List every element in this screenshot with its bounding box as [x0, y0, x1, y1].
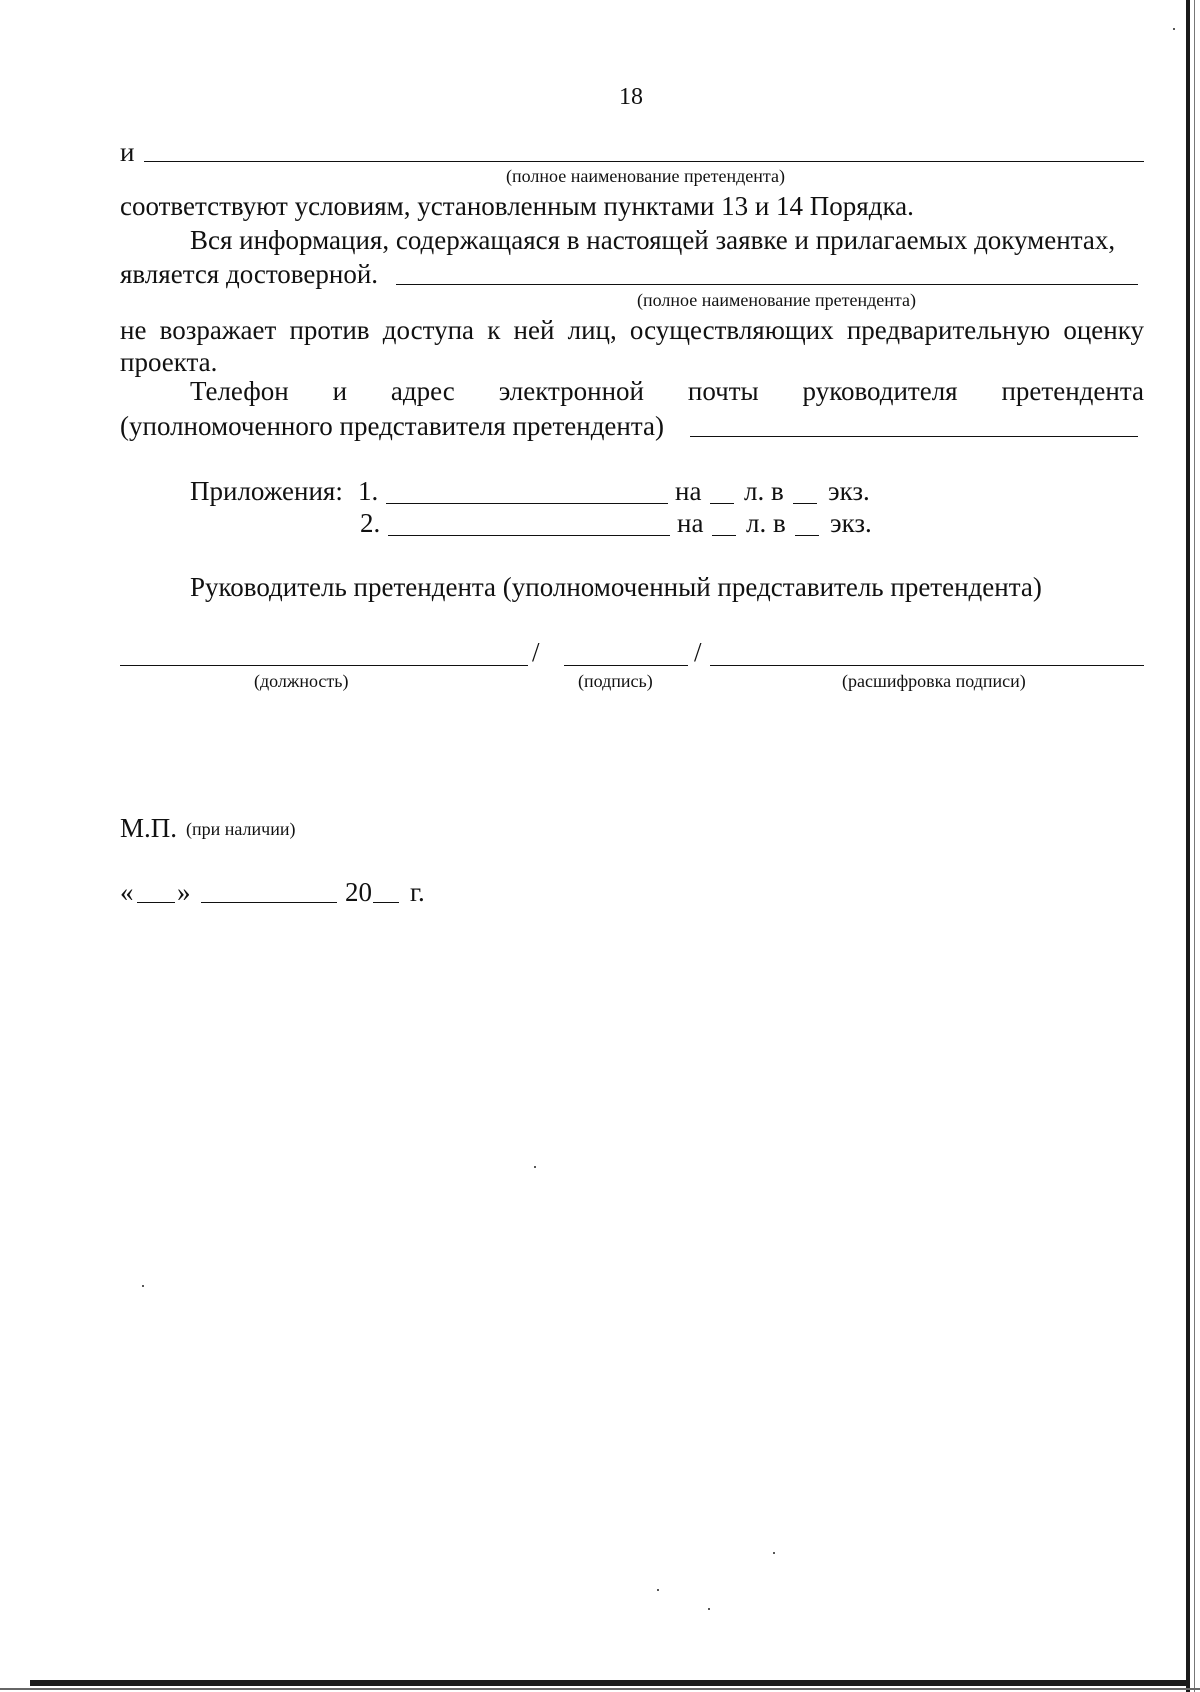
attachment-2-sheets: л. в: [746, 508, 786, 538]
attachment-2-sheets-line[interactable]: [712, 535, 736, 536]
scan-edge-bottom-thin: [0, 1688, 1200, 1690]
date-month-line[interactable]: [201, 902, 337, 903]
attachment-2-copies: экз.: [830, 508, 872, 538]
date-year-prefix: 20: [345, 877, 372, 907]
conditions-sentence: соответствуют условиям, установленным пунктами 13 и 14 Порядка.: [120, 191, 914, 221]
word: электронной: [498, 376, 644, 406]
attachment-2-on: на: [677, 508, 704, 538]
scan-edge-bottom: [30, 1680, 1190, 1686]
contacts-fill-line[interactable]: [690, 436, 1138, 437]
signature-decoding-caption: (расшифровка подписи): [842, 671, 1026, 691]
word: ней: [513, 315, 555, 345]
date-year-suffix: г.: [410, 877, 425, 907]
word: против: [289, 315, 370, 345]
applicant-name-caption-2: (полное наименование претендента): [637, 290, 916, 310]
attachment-2-number: 2.: [360, 508, 381, 538]
attachment-1-sheets-line[interactable]: [710, 503, 734, 504]
separator-slash-2: /: [694, 637, 702, 667]
contacts-line-a: [190, 375, 1144, 407]
attachment-1-sheets: л. в: [744, 476, 784, 506]
conjunction-and: и: [120, 137, 135, 167]
date-open-quote: «: [120, 877, 134, 907]
scan-speck: [773, 1552, 775, 1554]
word: доступа: [382, 315, 475, 345]
scan-speck: [534, 1166, 536, 1168]
attachment-1-name-line[interactable]: [386, 503, 668, 504]
word: почты: [687, 376, 759, 406]
attachment-1-on: на: [675, 476, 702, 506]
applicant-name-caption-1: (полное наименование претендента): [506, 166, 785, 186]
date-close-quote: »: [177, 877, 191, 907]
position-caption: (должность): [254, 671, 349, 691]
word: и: [332, 376, 348, 406]
information-sentence-line-b: является достоверной.: [120, 259, 379, 289]
word: Телефон: [190, 376, 289, 406]
word: оценку: [1063, 315, 1144, 345]
date-year-line[interactable]: [373, 902, 399, 903]
applicant-name-line-1[interactable]: [144, 161, 1144, 162]
word: предварительную: [846, 315, 1051, 345]
signature-line[interactable]: [564, 665, 688, 666]
contacts-line-b: (уполномоченного представителя претендента): [120, 411, 664, 441]
word: не: [120, 315, 147, 345]
position-line[interactable]: [120, 665, 528, 666]
scan-speck: [1173, 28, 1175, 30]
no-objection-line-b: проекта.: [120, 347, 218, 377]
page-number: 18: [619, 84, 643, 110]
attachment-1-copies-line[interactable]: [793, 503, 817, 504]
signatory-heading: Руководитель претендента (уполномоченный представитель претендента): [190, 572, 1042, 602]
attachments-label: Приложения:: [190, 476, 343, 506]
scan-edge-right: [1186, 0, 1190, 1692]
scan-speck: [142, 1285, 144, 1287]
scan-speck: [708, 1608, 710, 1610]
attachment-2-name-line[interactable]: [388, 535, 670, 536]
word: к: [487, 315, 501, 345]
word: лиц,: [567, 315, 617, 345]
signature-decoding-line[interactable]: [710, 665, 1144, 666]
information-sentence-line-a: Вся информация, содержащаяся в настоящей заявке и прилагаемых документах,: [190, 225, 1116, 255]
word: осуществляющих: [629, 315, 834, 345]
applicant-name-line-2[interactable]: [396, 284, 1138, 285]
attachment-1-copies: экз.: [828, 476, 870, 506]
no-objection-line-a: [120, 314, 1144, 346]
stamp-label: М.П.: [120, 813, 178, 843]
word: претендента: [1001, 376, 1144, 406]
attachment-1-number: 1.: [358, 476, 379, 506]
stamp-note: (при наличии): [186, 819, 296, 839]
attachment-2-copies-line[interactable]: [795, 535, 819, 536]
date-day-line[interactable]: [137, 902, 175, 903]
separator-slash-1: /: [532, 637, 540, 667]
word: адрес: [390, 376, 455, 406]
signature-caption: (подпись): [578, 671, 653, 691]
scan-edge-right-thin: [1194, 0, 1195, 1692]
word: руководителя: [802, 376, 958, 406]
word: возражает: [159, 315, 277, 345]
scan-speck: [657, 1589, 659, 1591]
